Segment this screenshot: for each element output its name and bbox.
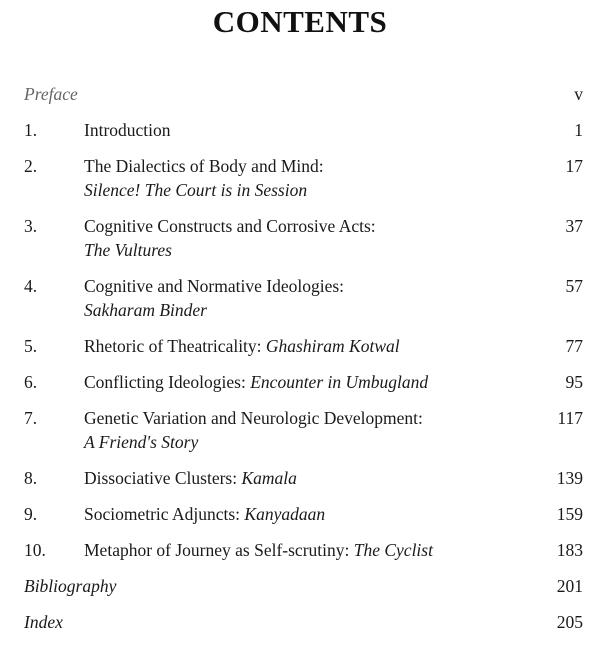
entry-title [84, 538, 520, 562]
entry-title [24, 610, 520, 634]
entry-title [84, 466, 520, 490]
entry-play-title: Kamala [241, 468, 297, 488]
toc-entry[interactable] [0, 148, 600, 208]
entry-play-title: The Cyclist [353, 540, 433, 560]
entry-subtitle: Silence! The Court is in Session [84, 180, 308, 200]
entry-title [24, 82, 520, 106]
entry-label: Bibliography [24, 576, 117, 596]
toc-entry[interactable] [0, 268, 600, 328]
toc-entry[interactable] [0, 208, 600, 268]
chapter-number: 2. [24, 156, 38, 176]
entry-title [84, 370, 520, 394]
entry-label: Cognitive and Normative Ideologies: [84, 276, 345, 296]
entry-title [84, 214, 520, 262]
chapter-number: 4. [24, 276, 38, 296]
entry-subtitle: The Vultures [84, 240, 172, 260]
toc-entry[interactable] [0, 364, 600, 400]
toc-entry[interactable] [0, 112, 600, 148]
toc-entry[interactable] [0, 460, 600, 496]
entry-subtitle: Sakharam Binder [84, 300, 207, 320]
page-number: 95 [565, 372, 583, 392]
entry-play-title: Encounter in Umbugland [250, 372, 429, 392]
chapter-number: 10. [24, 540, 46, 560]
entry-label: Cognitive Constructs and Corrosive Acts: [84, 216, 376, 236]
toc-entry[interactable] [0, 76, 600, 112]
chapter-number: 3. [24, 216, 38, 236]
page-title: CONTENTS [212, 4, 388, 39]
chapter-number: 8. [24, 468, 38, 488]
page-number: 17 [565, 156, 583, 176]
entry-label: Preface [24, 84, 78, 104]
toc-entry[interactable] [0, 568, 600, 604]
entry-label: Introduction [84, 120, 171, 140]
entry-label: Sociometric Adjuncts: [84, 504, 245, 524]
chapter-number: 1. [24, 120, 38, 140]
entry-title [84, 406, 520, 454]
chapter-number: 5. [24, 336, 38, 356]
entry-label: Conflicting Ideologies: [84, 372, 251, 392]
page-number: 1 [574, 120, 583, 140]
page-number: 201 [556, 576, 583, 596]
entry-label: Rhetoric of Theatricality: [84, 336, 266, 356]
entry-play-title: Kanyadaan [244, 504, 326, 524]
page-number: 57 [565, 276, 583, 296]
entry-title [84, 274, 520, 322]
page-number: 139 [556, 468, 583, 488]
entry-title [24, 574, 520, 598]
entry-label: Metaphor of Journey as Self-scrutiny: [84, 540, 354, 560]
entry-title [84, 502, 520, 526]
toc-entry[interactable] [0, 604, 600, 640]
chapter-number: 7. [24, 408, 38, 428]
entry-title [84, 118, 520, 142]
page-number: v [574, 84, 583, 104]
toc-entry[interactable] [0, 328, 600, 364]
table-of-contents [0, 76, 600, 640]
entry-label: Index [24, 612, 63, 632]
entry-label: The Dialectics of Body and Mind: [84, 156, 324, 176]
chapter-number: 9. [24, 504, 38, 524]
toc-entry[interactable] [0, 532, 600, 568]
entry-label: Dissociative Clusters: [84, 468, 242, 488]
page-number: 77 [565, 336, 583, 356]
entry-label: Genetic Variation and Neurologic Development: [84, 408, 423, 428]
page-number: 37 [565, 216, 583, 236]
page-number: 159 [556, 504, 583, 524]
toc-entry[interactable] [0, 400, 600, 460]
page-number: 205 [556, 612, 583, 632]
chapter-number: 6. [24, 372, 38, 392]
entry-title [84, 154, 520, 202]
toc-entry[interactable] [0, 496, 600, 532]
page-number: 183 [556, 540, 583, 560]
entry-subtitle: A Friend's Story [84, 432, 199, 452]
entry-play-title: Ghashiram Kotwal [265, 336, 400, 356]
entry-title [84, 334, 520, 358]
page-number: 117 [557, 408, 583, 428]
